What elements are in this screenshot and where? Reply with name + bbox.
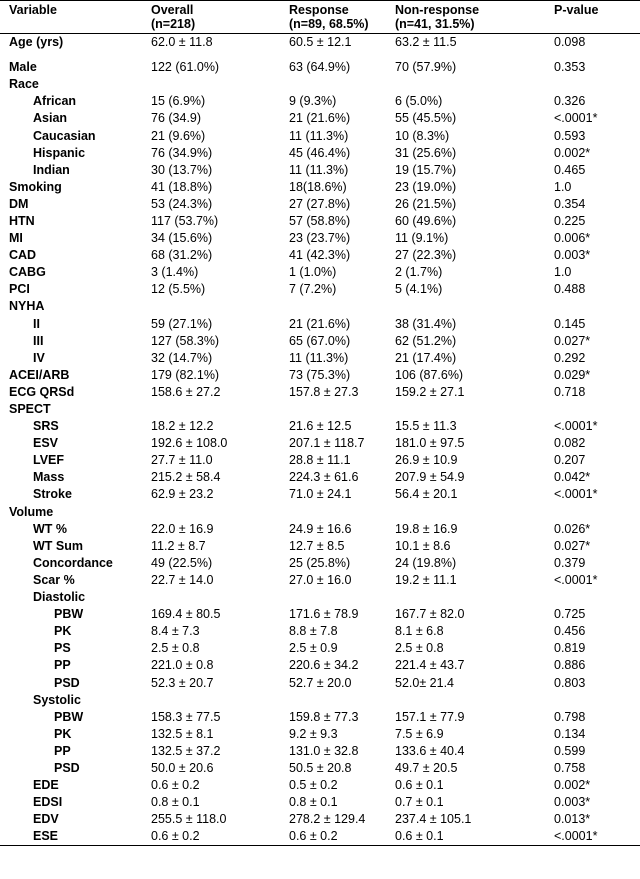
variable-cell: PSD [54,760,80,775]
nonresponse-cell: 159.2 ± 27.1 [395,384,465,399]
variable-cell: LVEF [33,453,65,468]
header-nonresponse-text: Non-response (n=41, 31.5%) [395,3,480,31]
nonresponse-cell: 60 (49.6%) [395,213,457,228]
pvalue-cell [554,692,640,709]
pvalue-cell: 0.465 [554,162,586,177]
table-row [0,572,640,589]
variable-cell: Scar % [33,572,75,587]
nonresponse-cell: 15.5 ± 11.3 [395,419,457,434]
overall-cell: 255.5 ± 118.0 [151,812,227,827]
nonresponse-cell: 31 (25.6%) [395,145,457,160]
nonresponse-cell [395,76,554,93]
variable-cell: PBW [54,607,84,622]
variable-cell: MI [9,231,23,246]
response-cell: 2.5 ± 0.9 [289,641,338,656]
overall-cell: 11.2 ± 8.7 [151,538,206,553]
response-cell [289,76,395,93]
header-pvalue: P-value [554,1,640,34]
response-cell: 0.8 ± 0.1 [289,795,338,810]
nonresponse-cell: 237.4 ± 105.1 [395,812,472,827]
variable-cell: PBW [54,709,84,724]
pvalue-cell [554,401,640,418]
nonresponse-cell: 133.6 ± 40.4 [395,743,465,758]
table-body [0,34,640,846]
variable-cell: IV [33,350,45,365]
nonresponse-cell: 70 (57.9%) [395,60,457,75]
nonresponse-cell [395,401,554,418]
nonresponse-cell: 19.2 ± 11.1 [395,572,457,587]
overall-cell: 158.3 ± 77.5 [151,709,221,724]
overall-cell: 59 (27.1%) [151,316,213,331]
overall-cell: 18.2 ± 12.2 [151,419,214,434]
pvalue-cell: 0.003* [554,248,591,263]
variable-cell: Race [9,77,39,92]
pvalue-cell: 0.134 [554,726,586,741]
variable-cell: Mass [33,470,65,485]
variable-cell: PS [54,641,71,656]
variable-cell: Systolic [33,692,81,707]
variable-cell: Hispanic [33,145,86,160]
variable-cell: ECG QRSd [9,384,75,399]
table-row [0,777,640,794]
overall-cell [151,589,289,606]
header-response-text: Response (n=89, 68.5%) [289,3,369,31]
variable-cell: Indian [33,162,70,177]
pvalue-cell: 0.379 [554,555,586,570]
nonresponse-cell: 52.0± 21.4 [395,675,454,690]
overall-cell: 122 (61.0%) [151,60,220,75]
response-cell: 11 (11.3%) [289,128,349,143]
overall-cell: 132.5 ± 8.1 [151,726,214,741]
nonresponse-cell: 157.1 ± 77.9 [395,709,465,724]
overall-cell: 132.5 ± 37.2 [151,743,221,758]
response-cell: 0.5 ± 0.2 [289,778,338,793]
pvalue-cell: 0.003* [554,795,591,810]
pvalue-cell: 0.145 [554,316,586,331]
response-cell: 21 (21.6%) [289,316,351,331]
pvalue-cell: 0.042* [554,470,591,485]
response-cell [289,298,395,315]
response-cell: 21 (21.6%) [289,111,351,126]
table-row [0,743,640,760]
response-cell: 73 (75.3%) [289,367,351,382]
pvalue-cell: 0.006* [554,231,591,246]
table-row [0,298,640,315]
response-cell: 28.8 ± 11.1 [289,453,351,468]
table-row [0,486,640,503]
variable-cell: PP [54,658,71,673]
pvalue-cell: 0.886 [554,658,586,673]
nonresponse-cell: 6 (5.0%) [395,94,443,109]
pvalue-cell: 1.0 [554,179,572,194]
table-row [0,51,640,76]
variable-cell: III [33,333,44,348]
pvalue-cell: 0.207 [554,453,586,468]
overall-cell: 34 (15.6%) [151,231,213,246]
overall-cell [151,504,289,521]
pvalue-cell: 0.292 [554,350,586,365]
variable-cell: II [33,316,40,331]
nonresponse-cell: 2 (1.7%) [395,265,443,280]
table-row [0,127,640,144]
overall-cell: 30 (13.7%) [151,162,213,177]
table-row [0,469,640,486]
pvalue-cell: 0.098 [554,35,586,50]
response-cell: 159.8 ± 77.3 [289,709,359,724]
table-row [0,230,640,247]
variable-cell: Diastolic [33,590,86,605]
pvalue-cell: 0.819 [554,641,586,656]
nonresponse-cell: 10 (8.3%) [395,128,450,143]
variable-cell: PCI [9,282,30,297]
variable-cell: SRS [33,419,59,434]
pvalue-cell: <.0001* [554,111,598,126]
nonresponse-cell: 56.4 ± 20.1 [395,487,458,502]
pvalue-cell: 0.082 [554,436,586,451]
pvalue-cell: <.0001* [554,828,640,846]
variable-cell: WT % [33,521,68,536]
response-cell [289,692,395,709]
overall-cell: 62.0 ± 11.8 [151,35,213,50]
table-row [0,726,640,743]
overall-cell: 21 (9.6%) [151,128,206,143]
variable-cell: PK [54,624,72,639]
table-row [0,93,640,110]
nonresponse-cell: 0.6 ± 0.1 [395,778,444,793]
response-cell: 11 (11.3%) [289,350,349,365]
overall-cell [151,76,289,93]
pvalue-cell: 0.599 [554,743,586,758]
table-row [0,760,640,777]
response-cell: 60.5 ± 12.1 [289,35,352,50]
response-cell: 157.8 ± 27.3 [289,384,359,399]
overall-cell: 32 (14.7%) [151,350,213,365]
pvalue-cell: 0.026* [554,521,591,536]
variable-cell: EDV [33,812,59,827]
pvalue-cell: 0.326 [554,94,586,109]
response-cell [289,504,395,521]
response-cell: 25 (25.8%) [289,555,351,570]
nonresponse-cell: 5 (4.1%) [395,282,443,297]
overall-cell: 179 (82.1%) [151,367,220,382]
variable-cell: EDE [33,778,59,793]
response-cell: 24.9 ± 16.6 [289,521,352,536]
overall-cell: 27.7 ± 11.0 [151,453,213,468]
response-cell: 41 (42.3%) [289,248,351,263]
overall-cell: 2.5 ± 0.8 [151,641,200,656]
overall-cell: 8.4 ± 7.3 [151,624,200,639]
overall-cell: 52.3 ± 20.7 [151,675,214,690]
table-header [0,1,640,34]
nonresponse-cell: 21 (17.4%) [395,350,457,365]
response-cell: 278.2 ± 129.4 [289,812,366,827]
pvalue-cell: 0.002* [554,778,591,793]
overall-cell: 15 (6.9%) [151,94,206,109]
table-row [0,196,640,213]
nonresponse-cell: 23 (19.0%) [395,179,457,194]
table-row [0,110,640,127]
nonresponse-cell: 63.2 ± 11.5 [395,35,457,50]
pvalue-cell: 0.027* [554,538,591,553]
header-overall [151,1,289,34]
pvalue-cell: 0.593 [554,128,586,143]
response-cell: 171.6 ± 78.9 [289,607,359,622]
variable-cell: SPECT [9,402,51,417]
table-row [0,281,640,298]
nonresponse-cell: 26.9 ± 10.9 [395,453,458,468]
pvalue-cell: 0.027* [554,333,591,348]
pvalue-cell: 1.0 [554,265,572,280]
overall-cell [151,401,289,418]
response-cell [289,401,395,418]
table-row [0,264,640,281]
nonresponse-cell: 221.4 ± 43.7 [395,658,465,673]
pvalue-cell: 0.002* [554,145,591,160]
overall-cell: 62.9 ± 23.2 [151,487,214,502]
variable-cell: NYHA [9,299,45,314]
nonresponse-cell: 38 (31.4%) [395,316,457,331]
variable-cell: Caucasian [33,128,96,143]
table-row [0,333,640,350]
nonresponse-cell [395,589,554,606]
overall-cell: 0.6 ± 0.2 [151,778,200,793]
table-row [0,435,640,452]
pvalue-cell [554,504,640,521]
nonresponse-cell: 207.9 ± 54.9 [395,470,465,485]
response-cell: 207.1 ± 118.7 [289,436,365,451]
nonresponse-cell: 181.0 ± 97.5 [395,436,465,451]
pvalue-cell: 0.488 [554,282,586,297]
variable-cell: ACEI/ARB [9,367,70,382]
response-cell: 1 (1.0%) [289,265,337,280]
pvalue-cell: 0.013* [554,812,591,827]
overall-cell [151,692,289,709]
response-cell: 18(18.6%) [289,179,347,194]
nonresponse-cell: 55 (45.5%) [395,111,457,126]
variable-cell: Male [9,60,37,75]
pvalue-cell: <.0001* [554,419,598,434]
table-row [0,709,640,726]
pvalue-cell [554,298,640,315]
nonresponse-cell: 19.8 ± 16.9 [395,521,458,536]
response-cell: 57 (58.8%) [289,213,351,228]
response-cell: 220.6 ± 34.2 [289,658,359,673]
table-row [0,504,640,521]
header-row [0,1,640,34]
response-cell: 9 (9.3%) [289,94,337,109]
response-cell: 50.5 ± 20.8 [289,760,352,775]
table-row [0,452,640,469]
response-cell: 27 (27.8%) [289,196,351,211]
response-cell: 65 (67.0%) [289,333,351,348]
table-row [0,640,640,657]
nonresponse-cell: 10.1 ± 8.6 [395,538,451,553]
response-cell: 8.8 ± 7.8 [289,624,338,639]
pvalue-cell [554,76,640,93]
nonresponse-cell: 27 (22.3%) [395,248,457,263]
nonresponse-cell [395,298,554,315]
pvalue-cell: 0.456 [554,624,586,639]
nonresponse-cell: 2.5 ± 0.8 [395,641,444,656]
overall-cell: 76 (34.9) [151,111,202,126]
pvalue-cell: 0.803 [554,675,586,690]
table-row [0,692,640,709]
pvalue-cell: <.0001* [554,487,598,502]
variable-cell: CAD [9,248,37,263]
header-variable: Variable [0,1,151,34]
table-row [0,76,640,93]
variable-cell: PK [54,726,72,741]
variable-cell: Age (yrs) [9,35,64,50]
overall-cell: 0.6 ± 0.2 [151,828,289,846]
response-cell: 21.6 ± 12.5 [289,419,352,434]
table-row [0,418,640,435]
nonresponse-cell: 0.6 ± 0.1 [395,828,554,846]
response-cell: 224.3 ± 61.6 [289,470,359,485]
variable-cell: HTN [9,213,35,228]
overall-cell: 68 (31.2%) [151,248,213,263]
overall-cell: 22.7 ± 14.0 [151,572,214,587]
overall-cell: 0.8 ± 0.1 [151,795,200,810]
table-row [0,589,640,606]
table-row [0,350,640,367]
table-row [0,34,640,52]
overall-cell: 158.6 ± 27.2 [151,384,221,399]
table-row [0,384,640,401]
response-cell: 45 (46.4%) [289,145,351,160]
response-cell: 12.7 ± 8.5 [289,538,345,553]
table-row [0,657,640,674]
header-overall-text: Overall (n=218) [151,3,196,31]
overall-cell [151,298,289,315]
table-row [0,521,640,538]
variable-cell: EDSI [33,795,63,810]
table-row [0,555,640,572]
nonresponse-cell [395,692,554,709]
pvalue-cell: 0.798 [554,709,586,724]
response-cell: 7 (7.2%) [289,282,337,297]
overall-cell: 50.0 ± 20.6 [151,760,214,775]
overall-cell: 49 (22.5%) [151,555,213,570]
table-row [0,179,640,196]
overall-cell: 41 (18.8%) [151,179,213,194]
variable-cell: DM [9,196,29,211]
response-cell: 23 (23.7%) [289,231,351,246]
variable-cell: PSD [54,675,80,690]
variable-cell: ESE [0,828,151,846]
table-row [0,811,640,828]
pvalue-cell: 0.225 [554,213,586,228]
overall-cell: 12 (5.5%) [151,282,206,297]
table-row [0,213,640,230]
table-row [0,623,640,640]
overall-cell: 127 (58.3%) [151,333,220,348]
overall-cell: 76 (34.9%) [151,145,213,160]
nonresponse-cell: 8.1 ± 6.8 [395,624,444,639]
nonresponse-cell: 26 (21.5%) [395,196,457,211]
nonresponse-cell: 167.7 ± 82.0 [395,607,465,622]
nonresponse-cell: 11 (9.1%) [395,231,449,246]
overall-cell: 169.4 ± 80.5 [151,607,221,622]
pvalue-cell: 0.758 [554,760,586,775]
response-cell: 131.0 ± 32.8 [289,743,359,758]
pvalue-cell: <.0001* [554,572,598,587]
nonresponse-cell: 49.7 ± 20.5 [395,760,458,775]
nonresponse-cell: 106 (87.6%) [395,367,464,382]
overall-cell: 53 (24.3%) [151,196,213,211]
nonresponse-cell: 62 (51.2%) [395,333,457,348]
variable-cell: Smoking [9,179,62,194]
pvalue-cell [554,589,640,606]
variable-cell: ESV [33,436,59,451]
table-row [0,794,640,811]
overall-cell: 3 (1.4%) [151,265,199,280]
response-cell: 9.2 ± 9.3 [289,726,338,741]
table-row [0,247,640,264]
pvalue-cell: 0.354 [554,196,586,211]
table-row [0,538,640,555]
overall-cell: 221.0 ± 0.8 [151,658,214,673]
response-cell: 0.6 ± 0.2 [289,828,395,846]
header-nonresponse [395,1,554,34]
table-row [0,828,640,846]
variable-cell: Concordance [33,555,113,570]
table-row [0,162,640,179]
table-row [0,606,640,623]
variable-cell: Asian [33,111,68,126]
nonresponse-cell: 0.7 ± 0.1 [395,795,444,810]
response-cell: 11 (11.3%) [289,162,349,177]
variable-cell: WT Sum [33,538,83,553]
response-cell: 27.0 ± 16.0 [289,572,352,587]
nonresponse-cell [395,504,554,521]
overall-cell: 22.0 ± 16.9 [151,521,214,536]
nonresponse-cell: 19 (15.7%) [395,162,457,177]
nonresponse-cell: 7.5 ± 6.9 [395,726,444,741]
pvalue-cell: 0.725 [554,607,586,622]
table-row [0,401,640,418]
table-row [0,367,640,384]
response-cell: 63 (64.9%) [289,60,351,75]
overall-cell: 215.2 ± 58.4 [151,470,221,485]
variable-cell: Stroke [33,487,72,502]
response-cell [289,589,395,606]
table-row [0,674,640,691]
pvalue-cell: 0.029* [554,367,591,382]
overall-cell: 192.6 ± 108.0 [151,436,228,451]
response-cell: 71.0 ± 24.1 [289,487,352,502]
table-row [0,145,640,162]
variable-cell: African [33,94,77,109]
variable-cell: CABG [9,265,46,280]
nonresponse-cell: 24 (19.8%) [395,555,457,570]
variable-cell: Volume [9,504,54,519]
pvalue-cell: 0.718 [554,384,586,399]
table-row [0,316,640,333]
overall-cell: 117 (53.7%) [151,213,219,228]
header-response [289,1,395,34]
response-cell: 52.7 ± 20.0 [289,675,352,690]
pvalue-cell: 0.353 [554,60,586,75]
variable-cell: PP [54,743,71,758]
